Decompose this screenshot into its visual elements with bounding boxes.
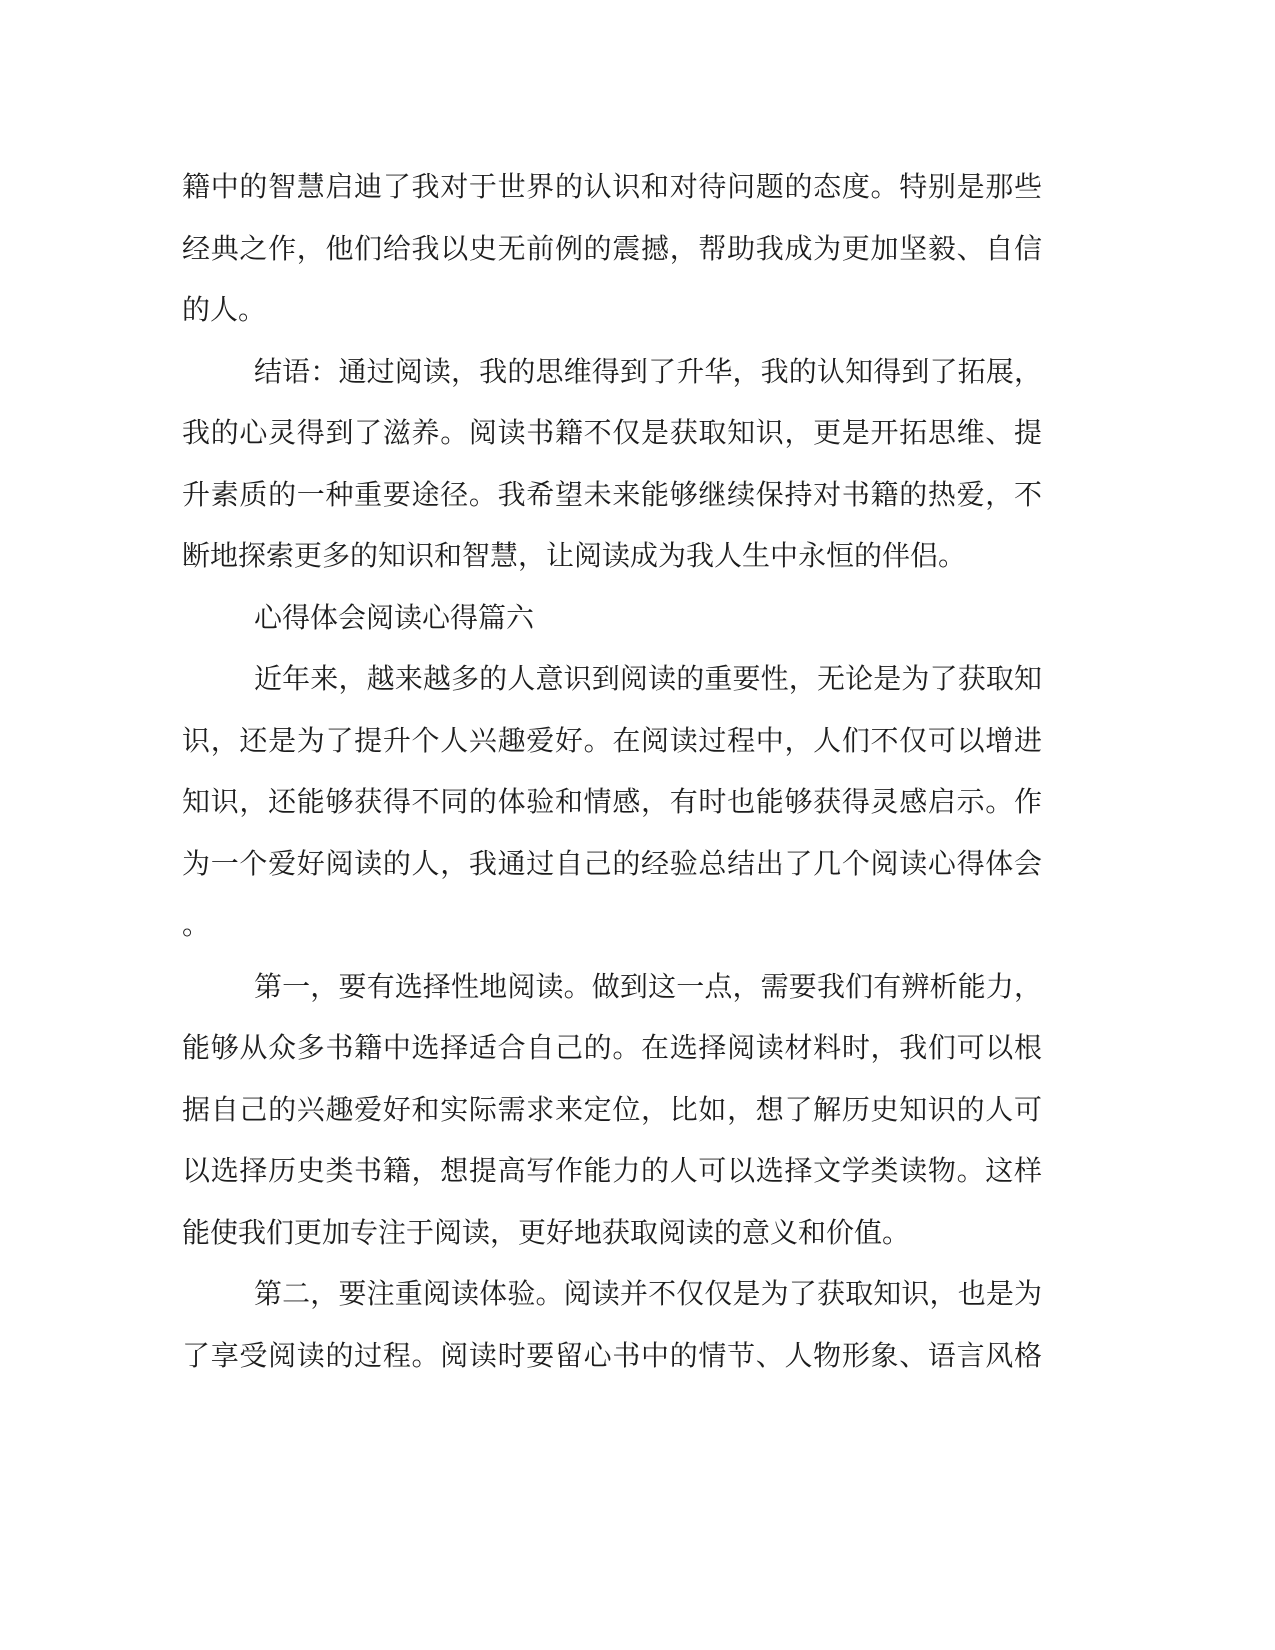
text-line: 了享受阅读的过程。阅读时要留心书中的情节、人物形象、语言风格: [182, 1338, 1042, 1372]
text-line: 籍中的智慧启迪了我对于世界的认识和对待问题的态度。特别是那些: [182, 170, 1042, 203]
text-line: 升素质的一种重要途径。我希望未来能够继续保持对书籍的热爱，不: [182, 477, 1042, 511]
text-line: 据自己的兴趣爱好和实际需求来定位，比如，想了解历史知识的人可: [182, 1092, 1042, 1126]
text-line: 第二，要注重阅读体验。阅读并不仅仅是为了获取知识，也是为: [254, 1277, 1042, 1310]
text-line: 能够从众多书籍中选择适合自己的。在选择阅读材料时，我们可以根: [182, 1031, 1042, 1064]
paragraph: [182, 341, 1042, 587]
text-line: 知识，还能够获得不同的体验和情感，有时也能够获得灵感启示。作: [182, 785, 1042, 818]
paragraph: [182, 1263, 1042, 1386]
text-line: 经典之作，他们给我以史无前例的震撼，帮助我成为更加坚毅、自信: [182, 231, 1042, 265]
paragraph: [182, 156, 1042, 341]
text-line: 能使我们更加专注于阅读，更好地获取阅读的意义和价值。: [182, 1215, 911, 1249]
text-line: 心得体会阅读心得篇六: [254, 600, 535, 634]
text-line: 近年来，越来越多的人意识到阅读的重要性，无论是为了获取知: [254, 662, 1042, 695]
text-line: 以选择历史类书籍，想提高写作能力的人可以选择文学类读物。这样: [182, 1154, 1042, 1187]
paragraph: [182, 587, 1042, 649]
paragraph: [182, 956, 1042, 1264]
text-line: 断地探索更多的知识和智慧，让阅读成为我人生中永恒的伴侣。: [182, 539, 967, 572]
document-body: [182, 156, 1042, 1386]
text-line: 我的心灵得到了滋养。阅读书籍不仅是获取知识，更是开拓思维、提: [182, 416, 1042, 449]
paragraph: [182, 648, 1042, 956]
text-line: 识，还是为了提升个人兴趣爱好。在阅读过程中，人们不仅可以增进: [182, 723, 1042, 757]
text-line: 。: [182, 908, 211, 941]
text-line: 第一，要有选择性地阅读。做到这一点，需要我们有辨析能力，: [254, 969, 1042, 1003]
text-line: 为一个爱好阅读的人，我通过自己的经验总结出了几个阅读心得体会: [182, 846, 1042, 880]
text-line: 的人。: [182, 293, 267, 326]
text-line: 结语：通过阅读，我的思维得到了升华，我的认知得到了拓展，: [254, 354, 1042, 388]
